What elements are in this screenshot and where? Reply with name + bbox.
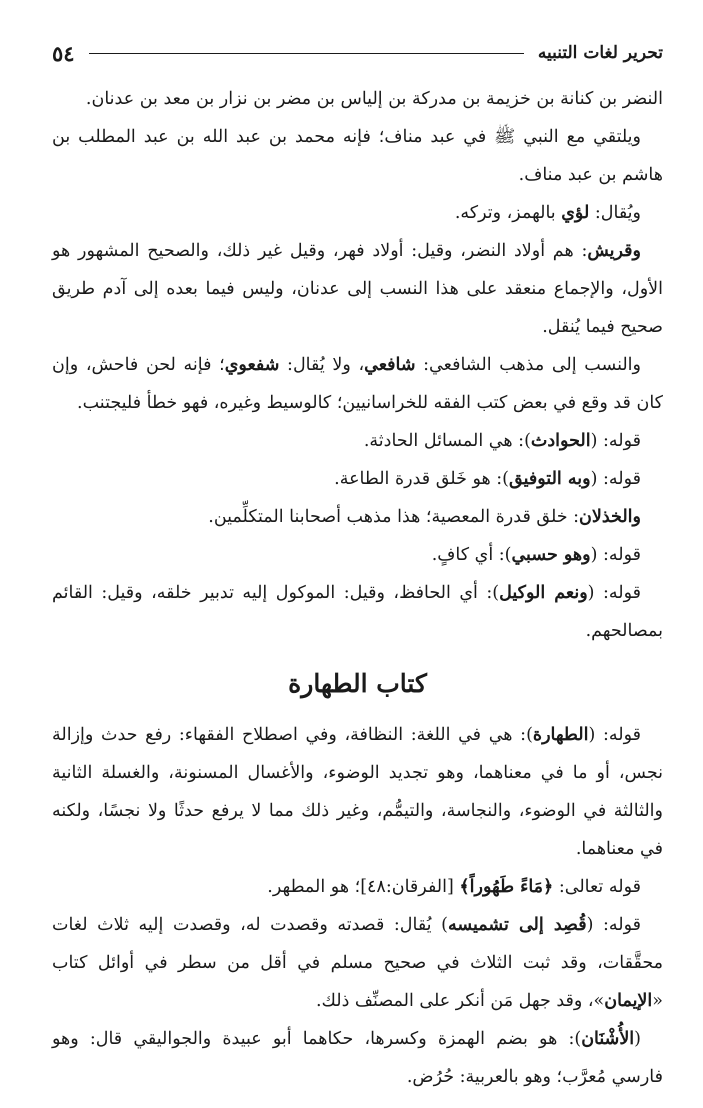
text-run: ، ولا يُقال: bbox=[279, 355, 365, 375]
text-run: ): هي في اللغة: النظافة، وفي اصطلاح الفقهاء: رفع حدث وإزالة نجس، أو ما في معناهما، وهو تجديد الوضوء، والأغسال المسنونة، والغسلة الثانية والثالثة في الوضوء، والنجاسة، والتيمُّم، وغير ذلك مما لا يرفع حدثًا ولا نجسًا، ولكنه في معناهما. bbox=[52, 725, 663, 859]
text-run: قوله تعالى: bbox=[553, 877, 641, 897]
text-run: ): هو بضم الهمزة وكسرها، حكاهما أبو عبيدة والجواليقي قال: وهو فارسي مُعرَّب؛ وهو بالعربية: حُرُض. bbox=[52, 1029, 663, 1087]
text-run: ) يُقال: قصدته وقصدت له، وقصدت إليه ثلاث لغات محقَّقات، وقد ثبت الثلاث في صحيح مسلم في أقل من سطر في أوائل كتاب « bbox=[52, 915, 663, 1011]
text-run: ): هو خَلق قدرة الطاعة. bbox=[334, 469, 510, 489]
paragraph bbox=[52, 80, 663, 118]
bold-term: الأُشْنَان bbox=[581, 1029, 635, 1049]
bold-term: لؤي bbox=[561, 203, 590, 223]
bold-term: الإيمان bbox=[604, 991, 653, 1011]
bold-term: الطهارة bbox=[532, 725, 589, 745]
text-run: قوله: ( bbox=[586, 915, 641, 935]
paragraph bbox=[52, 346, 663, 422]
paragraph bbox=[52, 906, 663, 1020]
bold-term: ونعم الوكيل bbox=[499, 583, 588, 603]
text-run: »، وقد جهل مَن أنكر على المصنِّف ذلك. bbox=[315, 991, 605, 1011]
text-run: ويُقال: bbox=[589, 203, 641, 223]
header-rule bbox=[89, 53, 524, 54]
paragraph bbox=[52, 716, 663, 868]
bold-term: وقريش bbox=[587, 241, 641, 261]
bold-term: وبه التوفيق bbox=[509, 469, 591, 489]
paragraph bbox=[52, 232, 663, 346]
text-run: قوله: ( bbox=[590, 431, 641, 451]
paragraph bbox=[52, 868, 663, 906]
paragraph bbox=[52, 460, 663, 498]
running-title: تحرير لغات التنبيه bbox=[537, 43, 663, 63]
text-run: قوله: ( bbox=[590, 469, 641, 489]
paragraph bbox=[52, 422, 663, 460]
paragraph bbox=[52, 536, 663, 574]
bold-term: الحوادث bbox=[530, 431, 591, 451]
text-run: قوله: ( bbox=[588, 725, 641, 745]
page-number: ٥٤ bbox=[52, 40, 75, 66]
paragraph bbox=[52, 194, 663, 232]
bold-term: شفعوي bbox=[224, 355, 280, 375]
text-run: ): هي المسائل الحادثة. bbox=[363, 431, 531, 451]
text-run: : خلق قدرة المعصية؛ هذا مذهب أصحابنا المتكلِّمين. bbox=[208, 507, 580, 527]
text-run: : هم أولاد النضر، وقيل: أولاد فهر، وقيل غير ذلك، والصحيح المشهور هو الأول، والإجماع منعقد على هذا النسب إلى عدنان، وليس فيما بعده إلى آدم طريق صحيح فيما يُنقل. bbox=[52, 241, 663, 337]
paragraph bbox=[52, 118, 663, 194]
paragraph bbox=[52, 1020, 663, 1096]
text-run: قوله: ( bbox=[590, 545, 641, 565]
text-run: ): أي كافٍ. bbox=[431, 545, 512, 565]
bold-term: وهو حسبي bbox=[511, 545, 591, 565]
text-run: بالهمز، وتركه. bbox=[454, 203, 562, 223]
page-header bbox=[52, 36, 663, 70]
chapter-title: كتاب الطهارة bbox=[288, 669, 427, 698]
paragraph bbox=[52, 574, 663, 650]
text-run: ): أي الحافظ، وقيل: الموكول إليه تدبير خلقه، وقيل: القائم بمصالحهم. bbox=[52, 583, 663, 641]
bold-term: شافعي bbox=[364, 355, 416, 375]
page-body bbox=[52, 80, 663, 1096]
bold-term: ﴿مَاءً طَهُوراً﴾ bbox=[459, 877, 554, 897]
text-run: قوله: ( bbox=[587, 583, 641, 603]
text-run: ؛ فإنه لحن فاحش، وإن كان قد وقع في بعض كتب الفقه للخراسانيين؛ كالوسيط وغيره، فهو خطأ فليجتنب. bbox=[52, 355, 663, 413]
bold-term: والخذلان bbox=[579, 507, 641, 527]
text-run: ويلتقي مع النبي ﷺ في عبد مناف؛ فإنه محمد بن عبد الله بن عبد المطلب بن هاشم بن عبد مناف. bbox=[52, 127, 663, 185]
text-run: النضر بن كنانة بن خزيمة بن مدركة بن إلياس بن مضر بن نزار بن معد بن عدنان. bbox=[85, 89, 663, 109]
text-run: [الفرقان:٤٨]؛ هو المطهر. bbox=[267, 877, 460, 897]
text-run: ( bbox=[634, 1029, 641, 1049]
bold-term: قُصِد إلى تشميسه bbox=[447, 915, 587, 935]
text-run: والنسب إلى مذهب الشافعي: bbox=[415, 355, 641, 375]
paragraph bbox=[52, 498, 663, 536]
